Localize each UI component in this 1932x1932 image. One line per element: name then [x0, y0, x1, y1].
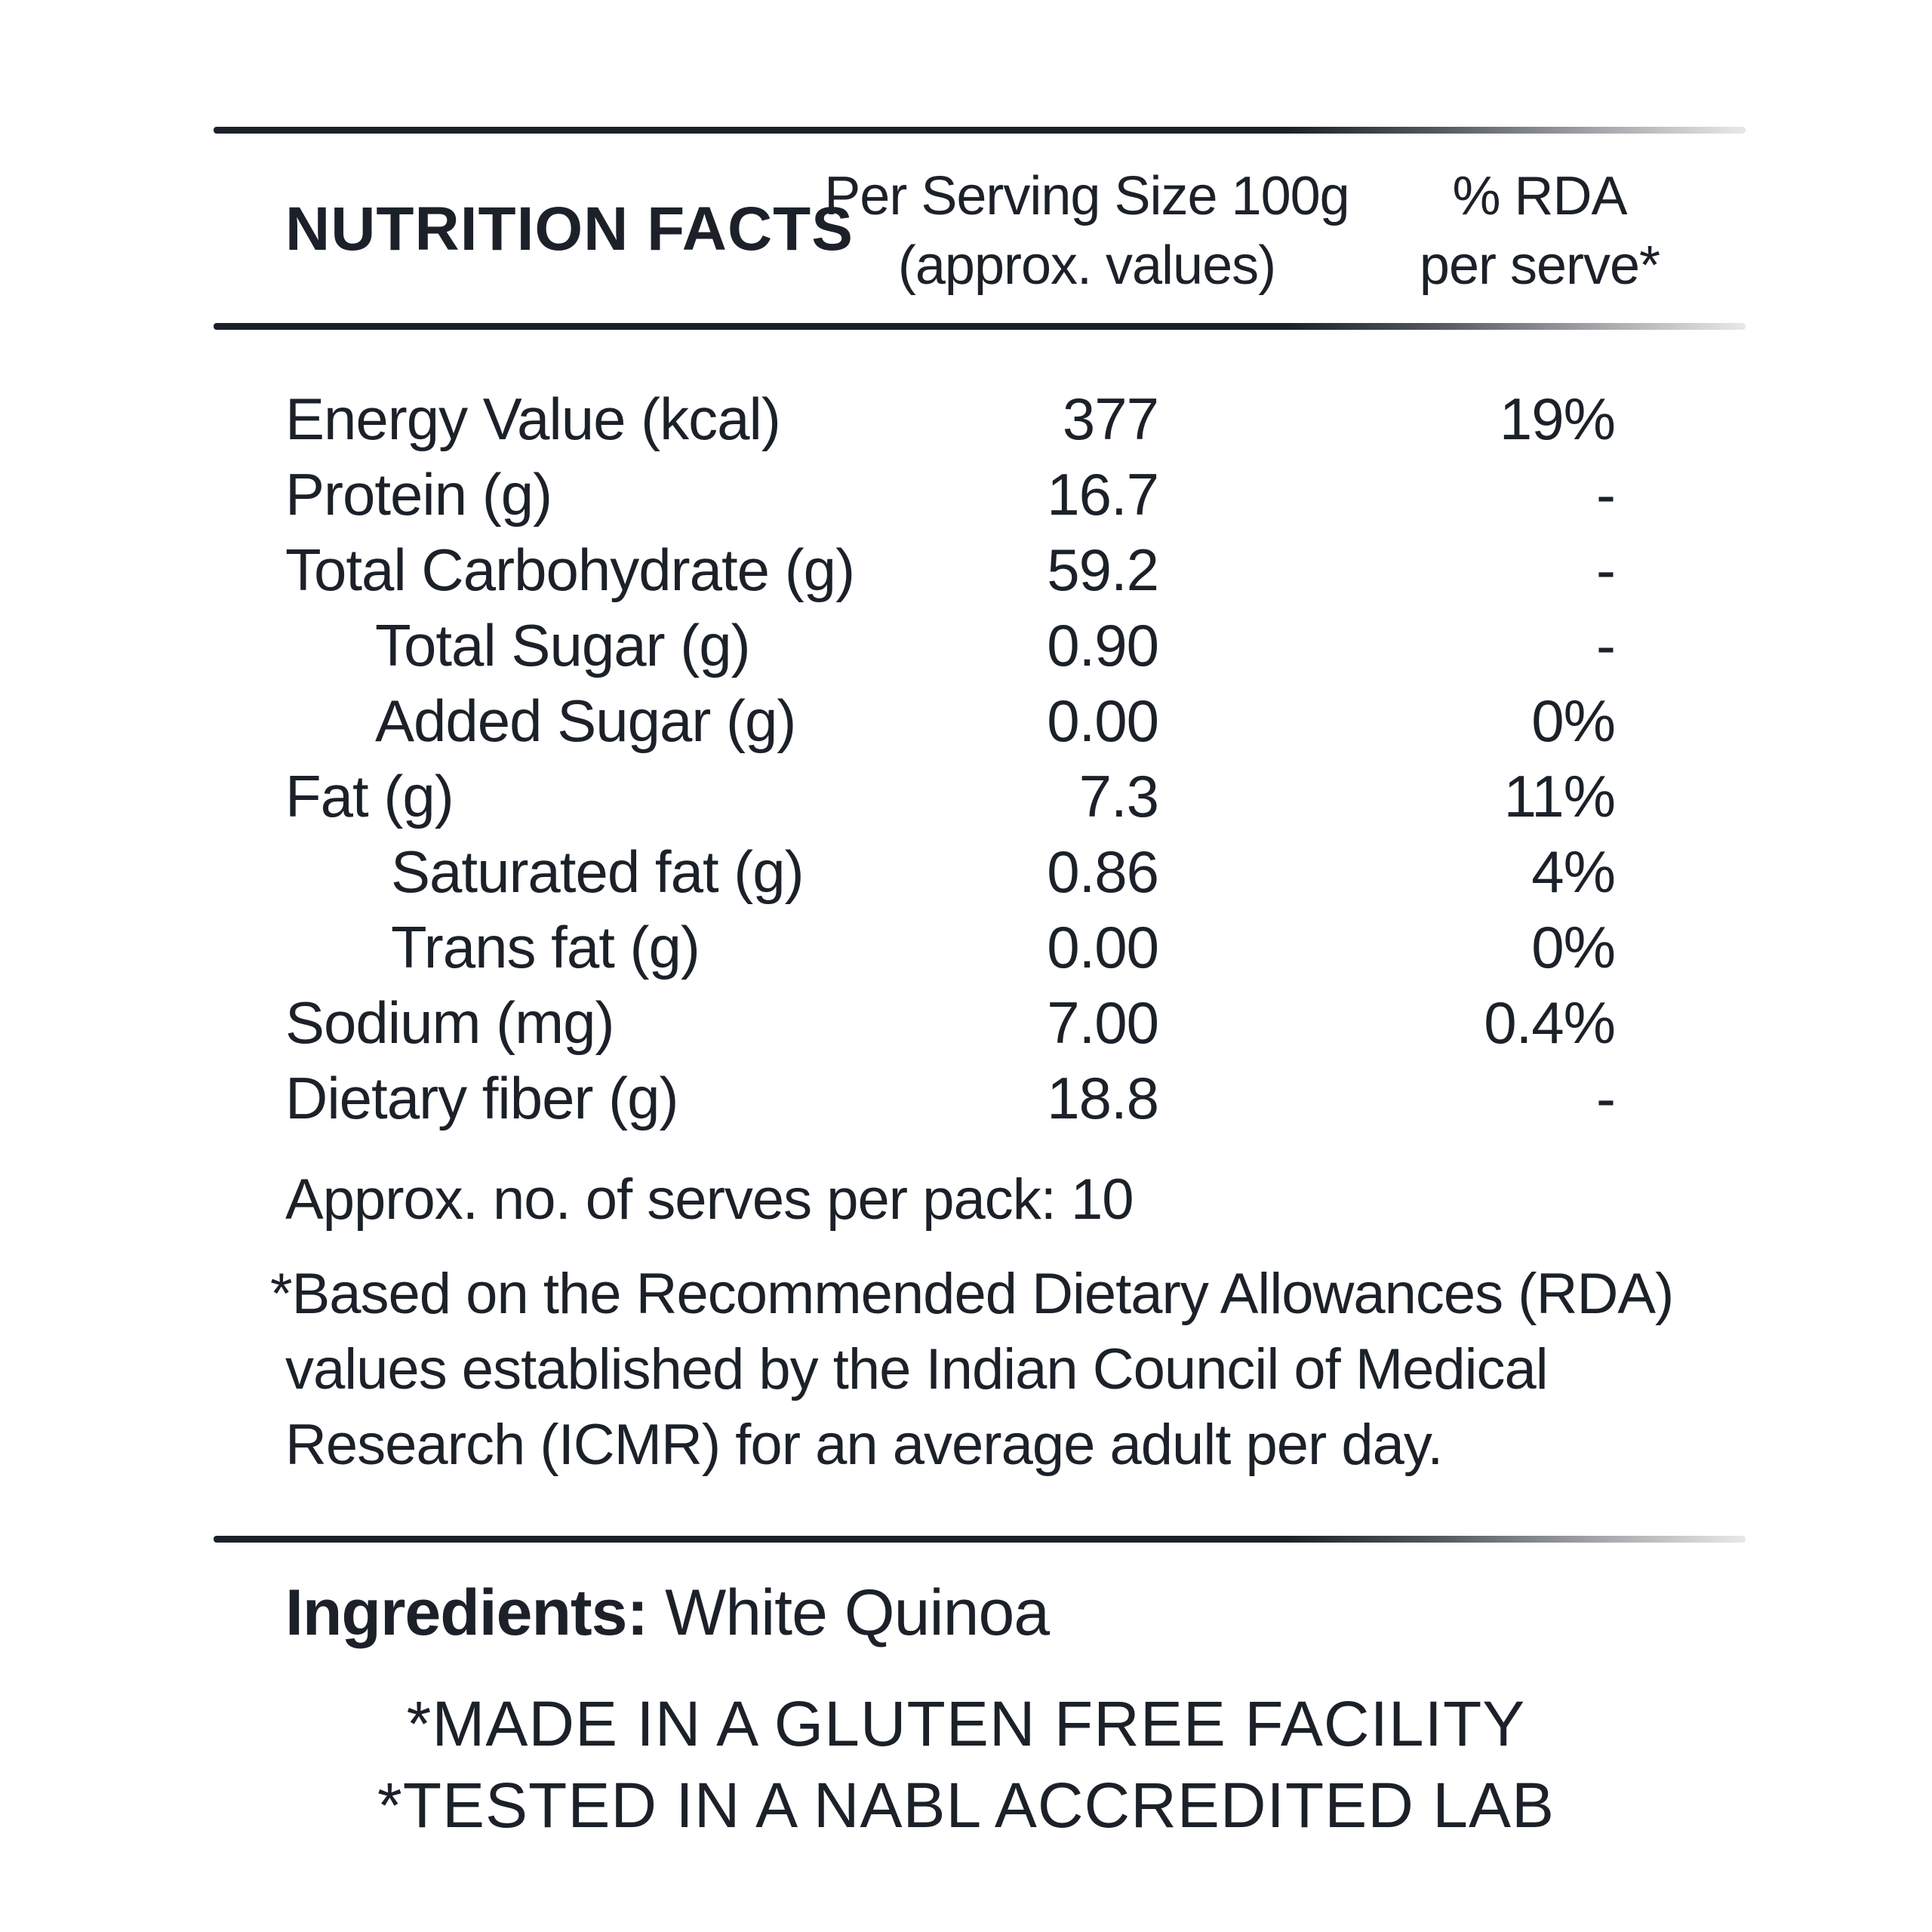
nutrient-rda: 0% [1531, 688, 1615, 754]
nutrient-label: Saturated fat (g) [391, 838, 804, 905]
per-serving-header-line2: (approx. values) [897, 235, 1276, 296]
nutrient-rda: - [1596, 1065, 1615, 1131]
nutrient-value: 18.8 [1047, 1065, 1158, 1131]
nutrient-label: Energy Value (kcal) [285, 386, 780, 452]
nutrient-value: 59.2 [1047, 537, 1158, 603]
ingredients [285, 1571, 1049, 1654]
ingredients-value: White Quinoa [665, 1577, 1050, 1649]
table-row [0, 532, 1932, 608]
footnote-line1: *Based on the Recommended Dietary Allowances (RDA) [270, 1262, 1674, 1326]
nutrient-label: Total Carbohydrate (g) [285, 537, 855, 603]
nutrient-value: 0.90 [1047, 612, 1158, 678]
nutrient-rda: 19% [1499, 386, 1615, 452]
nutrient-label: Protein (g) [285, 461, 552, 528]
table-row [0, 608, 1932, 683]
nutrition-facts-title: NUTRITION FACTS [285, 195, 854, 263]
nutrient-label: Dietary fiber (g) [285, 1065, 678, 1131]
rda-column-header [1374, 162, 1706, 300]
nutrient-rda: - [1596, 461, 1615, 528]
header-divider [214, 323, 1746, 330]
nutrient-value: 16.7 [1047, 461, 1158, 528]
nabl-lab-claim: *TESTED IN A NABL ACCREDITED LAB [377, 1770, 1555, 1841]
rda-footnote [270, 1257, 1704, 1483]
nutrient-value: 0.00 [1047, 914, 1158, 980]
nutrient-rda: 11% [1503, 763, 1615, 829]
bottom-divider [214, 1536, 1746, 1543]
nutrient-label: Added Sugar (g) [375, 688, 796, 754]
table-row [0, 758, 1932, 834]
rda-header-line1: % RDA [1452, 166, 1627, 226]
nutrient-rda: 0.4% [1484, 989, 1615, 1056]
nutrition-table [0, 381, 1932, 1136]
per-serving-header-line1: Per Serving Size 100g [824, 166, 1349, 226]
footnote-line3: Research (ICMR) for an average adult per day. [285, 1413, 1443, 1477]
table-row [0, 834, 1932, 909]
top-divider [214, 127, 1746, 134]
nutrient-label: Sodium (mg) [285, 989, 614, 1056]
nutrient-value: 0.86 [1047, 838, 1158, 905]
gluten-free-claim: *MADE IN A GLUTEN FREE FACILITY [406, 1688, 1526, 1759]
nutrient-label: Total Sugar (g) [375, 612, 750, 678]
nutrient-label: Trans fat (g) [391, 914, 700, 980]
nutrient-value: 7.3 [1078, 763, 1158, 829]
nutrient-rda: 4% [1531, 838, 1615, 905]
nutrient-label: Fat (g) [285, 763, 454, 829]
table-row [0, 909, 1932, 985]
nutrient-value: 0.00 [1047, 688, 1158, 754]
nutrient-rda: 0% [1531, 914, 1615, 980]
nutrient-value: 7.00 [1047, 989, 1158, 1056]
table-row [0, 1060, 1932, 1136]
table-row [0, 381, 1932, 457]
nutrient-value: 377 [1062, 386, 1158, 452]
table-row [0, 683, 1932, 758]
table-row [0, 985, 1932, 1060]
nutrient-rda: - [1596, 612, 1615, 678]
nutrient-rda: - [1596, 537, 1615, 603]
footnote-line2: values established by the Indian Council of Medical [285, 1337, 1548, 1401]
rda-header-line2: per serve* [1419, 235, 1660, 296]
table-row [0, 457, 1932, 532]
serves-per-pack: Approx. no. of serves per pack: 10 [285, 1168, 1134, 1232]
per-serving-column-header [823, 162, 1351, 300]
ingredients-label: Ingredients: [285, 1577, 648, 1649]
